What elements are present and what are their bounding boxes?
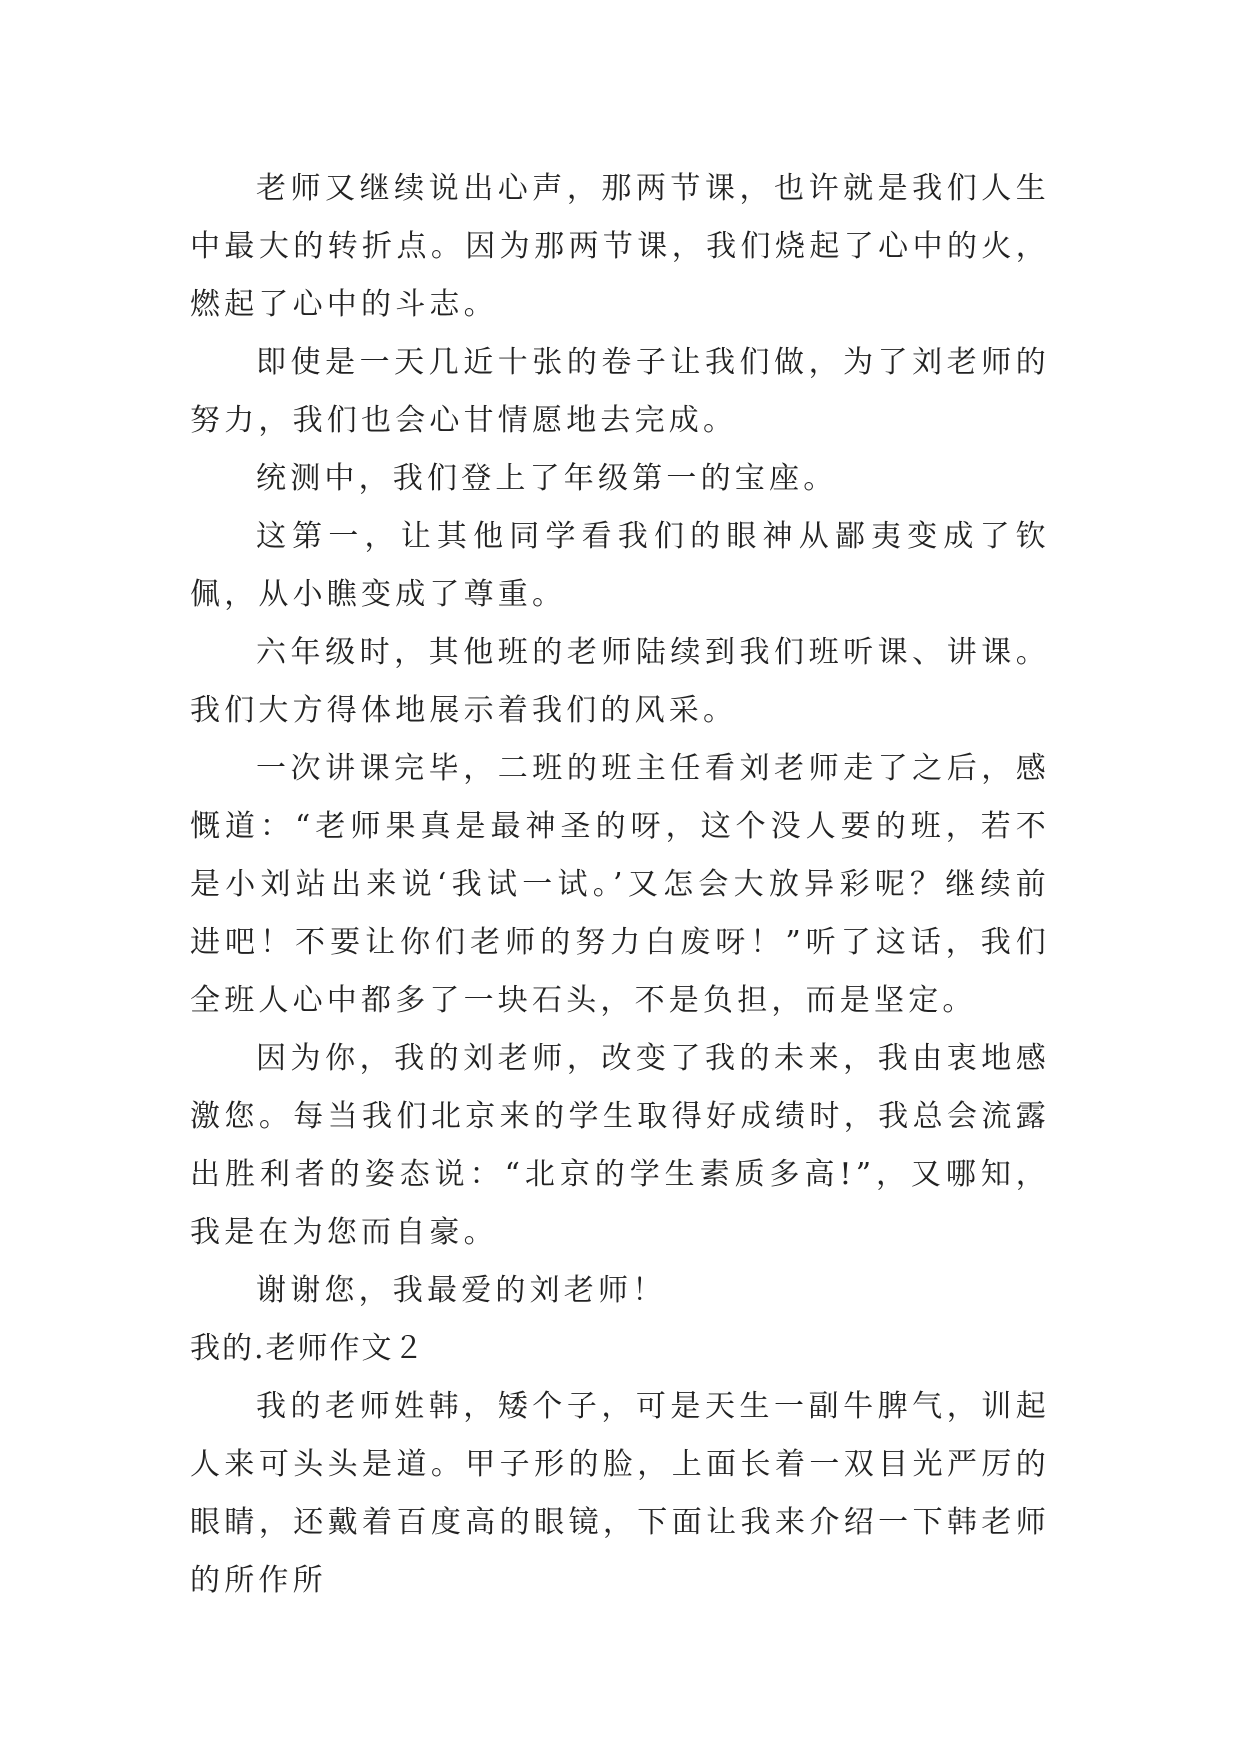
section-paragraph-1: 我的老师姓韩，矮个子，可是天生一副牛脾气，训起人来可头头是道。甲子形的脸，上面长着一双目光严厉的眼睛，还戴着百度高的眼镜，下面让我来介绍一下韩老师的所作所 bbox=[190, 1389, 1050, 1598]
document-body bbox=[190, 160, 1050, 1610]
paragraph-1: 老师又继续说出心声，那两节课，也许就是我们人生中最大的转折点。因为那两节课，我们烧起了心中的火，燃起了心中的斗志。 bbox=[190, 171, 1050, 322]
paragraph-2: 即使是一天几近十张的卷子让我们做，为了刘老师的努力，我们也会心甘情愿地去完成。 bbox=[190, 345, 1050, 438]
paragraph-7: 因为你，我的刘老师，改变了我的未来，我由衷地感激您。每当我们北京来的学生取得好成绩时，我总会流露出胜利者的姿态说：“北京的学生素质多高!”，又哪知，我是在为您而自豪。 bbox=[190, 1041, 1050, 1250]
section-title: 我的.老师作文２ bbox=[190, 1331, 426, 1366]
paragraph-8: 谢谢您，我最爱的刘老师！ bbox=[256, 1273, 667, 1308]
paragraph-3: 统测中，我们登上了年级第一的宝座。 bbox=[256, 461, 838, 496]
paragraph-5: 六年级时，其他班的老师陆续到我们班听课、讲课。我们大方得体地展示着我们的风采。 bbox=[190, 635, 1050, 728]
paragraph-6: 一次讲课完毕，二班的班主任看刘老师走了之后，感慨道：“老师果真是最神圣的呀，这个没人要的班，若不是小刘站出来说‘我试一试。’又怎会大放异彩呢？继续前进吧！不要让你们老师的努力白废呀！”听了这话，我们全班人心中都多了一块石头，不是负担，而是坚定。 bbox=[190, 751, 1050, 1018]
paragraph-4: 这第一，让其他同学看我们的眼神从鄙夷变成了钦佩，从小瞧变成了尊重。 bbox=[190, 519, 1050, 612]
